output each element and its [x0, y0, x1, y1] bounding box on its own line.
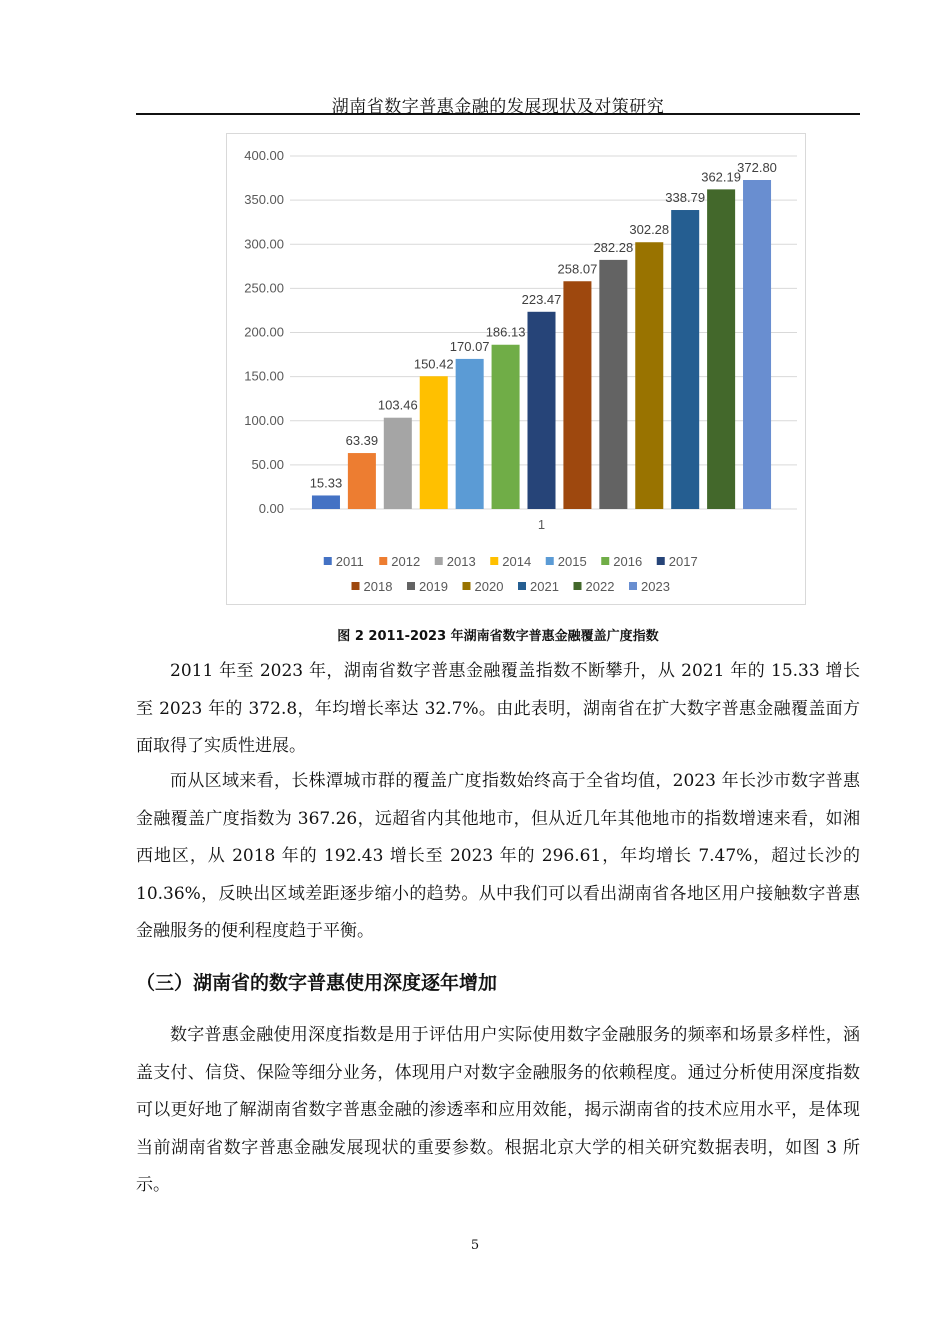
legend-label-2023: 2023	[641, 579, 670, 594]
data-label-2023: 372.80	[737, 160, 777, 176]
legend-swatch-2022	[574, 582, 582, 590]
figure-caption: 图 2 2011-2023 年湖南省数字普惠金融覆盖广度指数	[337, 629, 659, 644]
legend-swatch-2020	[463, 582, 471, 590]
y-tick-label: 50.00	[251, 456, 284, 472]
y-tick-label: 0.00	[258, 501, 284, 516]
chart-frame	[226, 133, 806, 605]
data-label-2013: 103.46	[377, 397, 418, 413]
legend-label-2015: 2015	[557, 554, 587, 569]
bar-2023	[743, 180, 771, 509]
bar-2014	[420, 376, 448, 509]
data-label-2019: 282.28	[593, 239, 634, 255]
legend-swatch-2017	[657, 557, 665, 565]
legend-swatch-2013	[435, 557, 443, 565]
bar-2013	[384, 418, 412, 509]
body-paragraph-1: 2011 年至 2023 年，湖南省数字普惠金融覆盖指数不断攀升，从 2021 年的 15.33 增长至 2023 年的 372.8，年均增长率达 32.7%。由此表明，湖南省在扩大数字普惠金融覆盖面方面取得了实质性进展。	[136, 661, 860, 756]
running-header-title: 湖南省数字普惠金融的发展现状及对策研究	[331, 97, 665, 117]
bar-2021	[671, 210, 699, 509]
bar-2017	[527, 312, 555, 509]
y-tick-label: 400.00	[244, 148, 284, 163]
data-label-2020: 302.28	[629, 222, 670, 238]
bar-2015	[456, 359, 484, 509]
legend-label-2020: 2020	[474, 579, 504, 594]
y-tick-label: 300.00	[244, 236, 284, 252]
legend-swatch-2019	[407, 582, 415, 590]
legend-label-2019: 2019	[419, 579, 448, 594]
legend-label-2013: 2013	[446, 554, 476, 569]
legend-label-2011: 2011	[335, 554, 364, 569]
data-label-2012: 63.39	[345, 433, 379, 449]
data-label-2014: 150.42	[413, 356, 454, 372]
bar-2011	[312, 495, 340, 509]
legend-swatch-2021	[518, 582, 526, 590]
legend-label-2014: 2014	[502, 554, 532, 569]
legend-label-2012: 2012	[391, 554, 421, 569]
legend-label-2018: 2018	[363, 579, 393, 594]
section-heading: （三）湖南省的数字普惠使用深度逐年增加	[136, 972, 498, 994]
header-rule	[136, 113, 860, 115]
body-paragraph-2: 而从区域来看，长株潭城市群的覆盖广度指数始终高于全省均值，2023 年长沙市数字普惠金融覆盖广度指数为 367.26，远超省内其他地市，但从近几年其他地市的指数增速来看，如湘西地区，从 2018 年的 192.43 增长至 2023 年的 296.61，年均增长 7.47%，超过长沙的 10.36%，反映出区域差距逐步缩小的趋势。从中我们可以看出湖南省各地区用户接触数字普惠金融服务的便利程度趋于平衡。	[136, 771, 860, 941]
legend-label-2022: 2022	[585, 579, 615, 594]
legend-label-2021: 2021	[530, 579, 559, 594]
y-tick-label: 200.00	[244, 324, 284, 340]
legend-swatch-2014	[490, 557, 498, 565]
y-tick-label: 350.00	[244, 192, 284, 208]
y-tick-label: 100.00	[244, 412, 284, 428]
data-label-2016: 186.13	[485, 324, 526, 340]
bar-2022	[707, 189, 735, 509]
legend-label-2017: 2017	[668, 554, 698, 569]
data-label-2022: 362.19	[701, 169, 741, 185]
bar-2018	[563, 281, 591, 509]
legend-swatch-2015	[546, 557, 554, 565]
bar-2016	[492, 345, 520, 509]
bar-2020	[635, 242, 663, 509]
y-tick-label: 150.00	[244, 368, 284, 384]
x-tick-label: 1	[537, 517, 546, 532]
data-label-2015: 170.07	[449, 338, 490, 354]
legend-swatch-2023	[629, 582, 637, 590]
legend-swatch-2018	[352, 582, 360, 590]
data-label-2018: 258.07	[557, 261, 598, 277]
bar-chart	[227, 134, 805, 604]
y-tick-label: 250.00	[244, 280, 284, 296]
legend-swatch-2011	[324, 557, 332, 565]
legend-label-2016: 2016	[613, 554, 643, 569]
body-paragraph-3: 数字普惠金融使用深度指数是用于评估用户实际使用数字金融服务的频率和场景多样性，涵盖支付、信贷、保险等细分业务，体现用户对数字金融服务的依赖程度。通过分析使用深度指数可以更好地了解湖南省数字普惠金融的渗透率和应用效能，揭示湖南省的技术应用水平，是体现当前湖南省数字普惠金融发展现状的重要参数。根据北京大学的相关研究数据表明，如图 3 所示。	[136, 1025, 860, 1195]
legend-swatch-2012	[379, 557, 387, 565]
page-number: 5	[470, 1238, 480, 1253]
data-label-2011: 15.33	[309, 475, 343, 491]
bar-2012	[348, 453, 376, 509]
bar-2019	[599, 260, 627, 509]
data-label-2017: 223.47	[521, 291, 562, 307]
legend-swatch-2016	[601, 557, 609, 565]
data-label-2021: 338.79	[665, 190, 706, 206]
